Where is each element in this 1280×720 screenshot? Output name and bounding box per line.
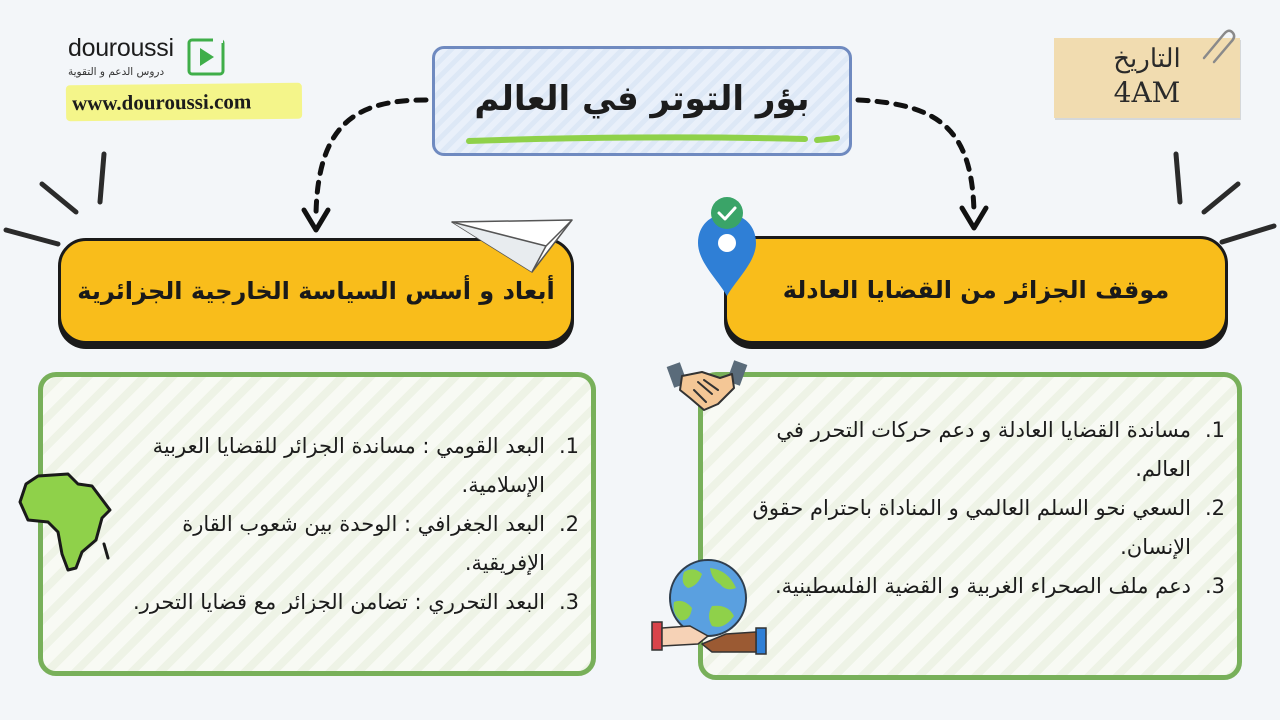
emphasis-strokes-right [1160, 140, 1280, 250]
africa-map-icon [18, 470, 114, 574]
handshake-icon [668, 358, 746, 414]
right-list [745, 411, 1225, 606]
item-number: 3. [1204, 574, 1225, 598]
list-item [99, 583, 579, 622]
item-number: 3. [558, 590, 579, 614]
item-number: 2. [1204, 496, 1225, 520]
page-title: بؤر التوتر في العالم [474, 79, 810, 119]
list-item [99, 427, 579, 505]
item-text: البعد القومي : مساندة الجزائر للقضايا العربية الإسلامية. [152, 434, 545, 497]
item-number: 1. [1204, 418, 1225, 442]
item-number: 1. [558, 434, 579, 458]
brand-url[interactable]: www.douroussi.com [66, 83, 302, 121]
date-label: التاريخ [1113, 44, 1181, 74]
brand-name: douroussi [68, 34, 174, 62]
list-item [745, 567, 1225, 606]
item-text: البعد الجغرافي : الوحدة بين شعوب القارة الإفريقية. [182, 512, 545, 575]
date-value: 4AM [1113, 76, 1181, 109]
item-text: مساندة القضايا العادلة و دعم حركات التحرر في العالم. [776, 418, 1191, 481]
left-list [99, 427, 579, 622]
brand-tagline: دروس الدعم و التقوية [68, 66, 165, 78]
left-header: أبعاد و أسس السياسة الخارجية الجزائرية [58, 238, 574, 344]
globe-hands-icon [650, 558, 768, 662]
emphasis-strokes-left [0, 140, 120, 250]
item-text: البعد التحرري : تضامن الجزائر مع قضايا التحرر. [133, 590, 545, 614]
right-card [698, 372, 1242, 680]
paper-plane-icon [450, 216, 576, 276]
left-card [38, 372, 596, 676]
item-text: السعي نحو السلم العالمي و المناداة باحترام حقوق الإنسان. [752, 496, 1191, 559]
list-item [99, 505, 579, 583]
list-item [745, 489, 1225, 567]
list-item [745, 411, 1225, 489]
item-number: 2. [558, 512, 579, 536]
item-text: دعم ملف الصحراء الغربية و القضية الفلسطينية. [774, 574, 1191, 598]
right-header: موقف الجزائر من القضايا العادلة [724, 236, 1228, 344]
location-pin-icon [696, 196, 758, 300]
